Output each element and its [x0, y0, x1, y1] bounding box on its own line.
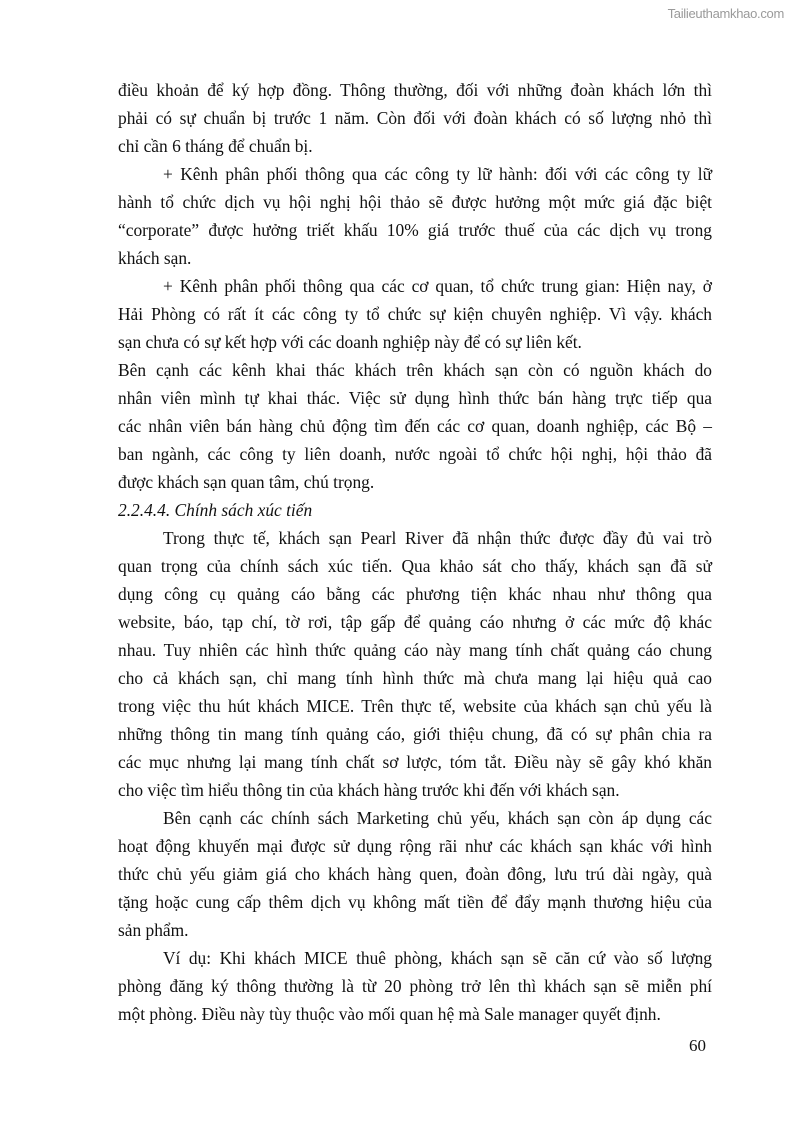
text-line: các mục nhưng lại mang tính chất sơ lược, tóm tắt. Điều này sẽ gây khó khăn [118, 752, 712, 772]
document-body [118, 76, 712, 1028]
section-heading: 2.2.4.4. Chính sách xúc tiến [118, 500, 313, 520]
text-line: sạn chưa có sự kết hợp với các doanh nghiệp này để có sự liên kết. [118, 332, 582, 352]
text-line: nhau. Tuy nhiên các hình thức quảng cáo này mang tính chất quảng cáo chung [118, 640, 712, 660]
text-line: Ví dụ: Khi khách MICE thuê phòng, khách sạn sẽ căn cứ vào số lượng [163, 948, 712, 968]
text-line: tặng hoặc cung cấp thêm dịch vụ không mất tiền để đẩy mạnh thương hiệu của [118, 892, 712, 912]
text-line: hoạt động khuyến mại được sử dụng rộng rãi như các khách sạn khác với hình [118, 836, 712, 856]
text-line: những thông tin mang tính quảng cáo, giới thiệu chung, đã có sự phân chia ra [118, 724, 712, 744]
text-line: Hải Phòng có rất ít các công ty tổ chức sự kiện chuyên nghiệp. Vì vậy. khách [118, 304, 712, 324]
text-line: Bên cạnh các chính sách Marketing chủ yếu, khách sạn còn áp dụng các [163, 808, 712, 828]
text-line: hành tổ chức dịch vụ hội nghị hội thảo sẽ được hưởng một mức giá đặc biệt [118, 192, 712, 212]
text-line: khách sạn. [118, 248, 192, 268]
text-line: Trong thực tế, khách sạn Pearl River đã nhận thức được đầy đủ vai trò [163, 528, 712, 548]
text-line: phòng đăng ký thông thường là từ 20 phòng trở lên thì khách sạn sẽ miễn phí [118, 976, 712, 996]
text-line: sản phẩm. [118, 920, 189, 940]
text-line: phải có sự chuẩn bị trước 1 năm. Còn đối với đoàn khách có số lượng nhỏ thì [118, 108, 712, 128]
text-line: chỉ cần 6 tháng để chuẩn bị. [118, 136, 313, 156]
text-line: Bên cạnh các kênh khai thác khách trên khách sạn còn có nguồn khách do [118, 360, 712, 380]
text-line: “corporate” được hưởng triết khấu 10% giá trước thuế của các dịch vụ trong [118, 220, 712, 240]
text-line: cho việc tìm hiểu thông tin của khách hàng trước khi đến với khách sạn. [118, 780, 620, 800]
text-line: quan trọng của chính sách xúc tiến. Qua khảo sát cho thấy, khách sạn đã sử [118, 556, 712, 576]
text-line: thức chủ yếu giảm giá cho khách hàng quen, đoàn đông, lưu trú dài ngày, quà [118, 864, 712, 884]
text-line: trong việc thu hút khách MICE. Trên thực tế, website của khách sạn chủ yếu là [118, 696, 712, 716]
text-line: một phòng. Điều này tùy thuộc vào mối quan hệ mà Sale manager quyết định. [118, 1004, 661, 1024]
watermark: Tailieuthamkhao.com [667, 6, 784, 21]
text-line: + Kênh phân phối thông qua các cơ quan, tổ chức trung gian: Hiện nay, ở [163, 276, 712, 296]
text-line: nhân viên mình tự khai thác. Việc sử dụng hình thức bán hàng trực tiếp qua [118, 388, 712, 408]
text-line: ban ngành, các công ty liên doanh, nước ngoài tổ chức hội nghị, hội thảo đã [118, 444, 712, 464]
text-line: + Kênh phân phối thông qua các công ty lữ hành: đối với các công ty lữ [163, 164, 712, 184]
page-number: 60 [689, 1036, 706, 1055]
text-line: website, báo, tạp chí, tờ rơi, tập gấp để quảng cáo nhưng ở các mức độ khác [118, 612, 712, 632]
text-line: điều khoản để ký hợp đồng. Thông thường, đối với những đoàn khách lớn thì [118, 80, 712, 100]
text-line: dụng công cụ quảng cáo bằng các phương tiện khác nhau như thông qua [118, 584, 712, 604]
text-line: được khách sạn quan tâm, chú trọng. [118, 472, 375, 492]
text-line: các nhân viên bán hàng chủ động tìm đến các cơ quan, doanh nghiệp, các Bộ – [118, 416, 712, 436]
text-line: cho cả khách sạn, chỉ mang tính hình thức mà chưa mang lại hiệu quả cao [118, 668, 712, 688]
